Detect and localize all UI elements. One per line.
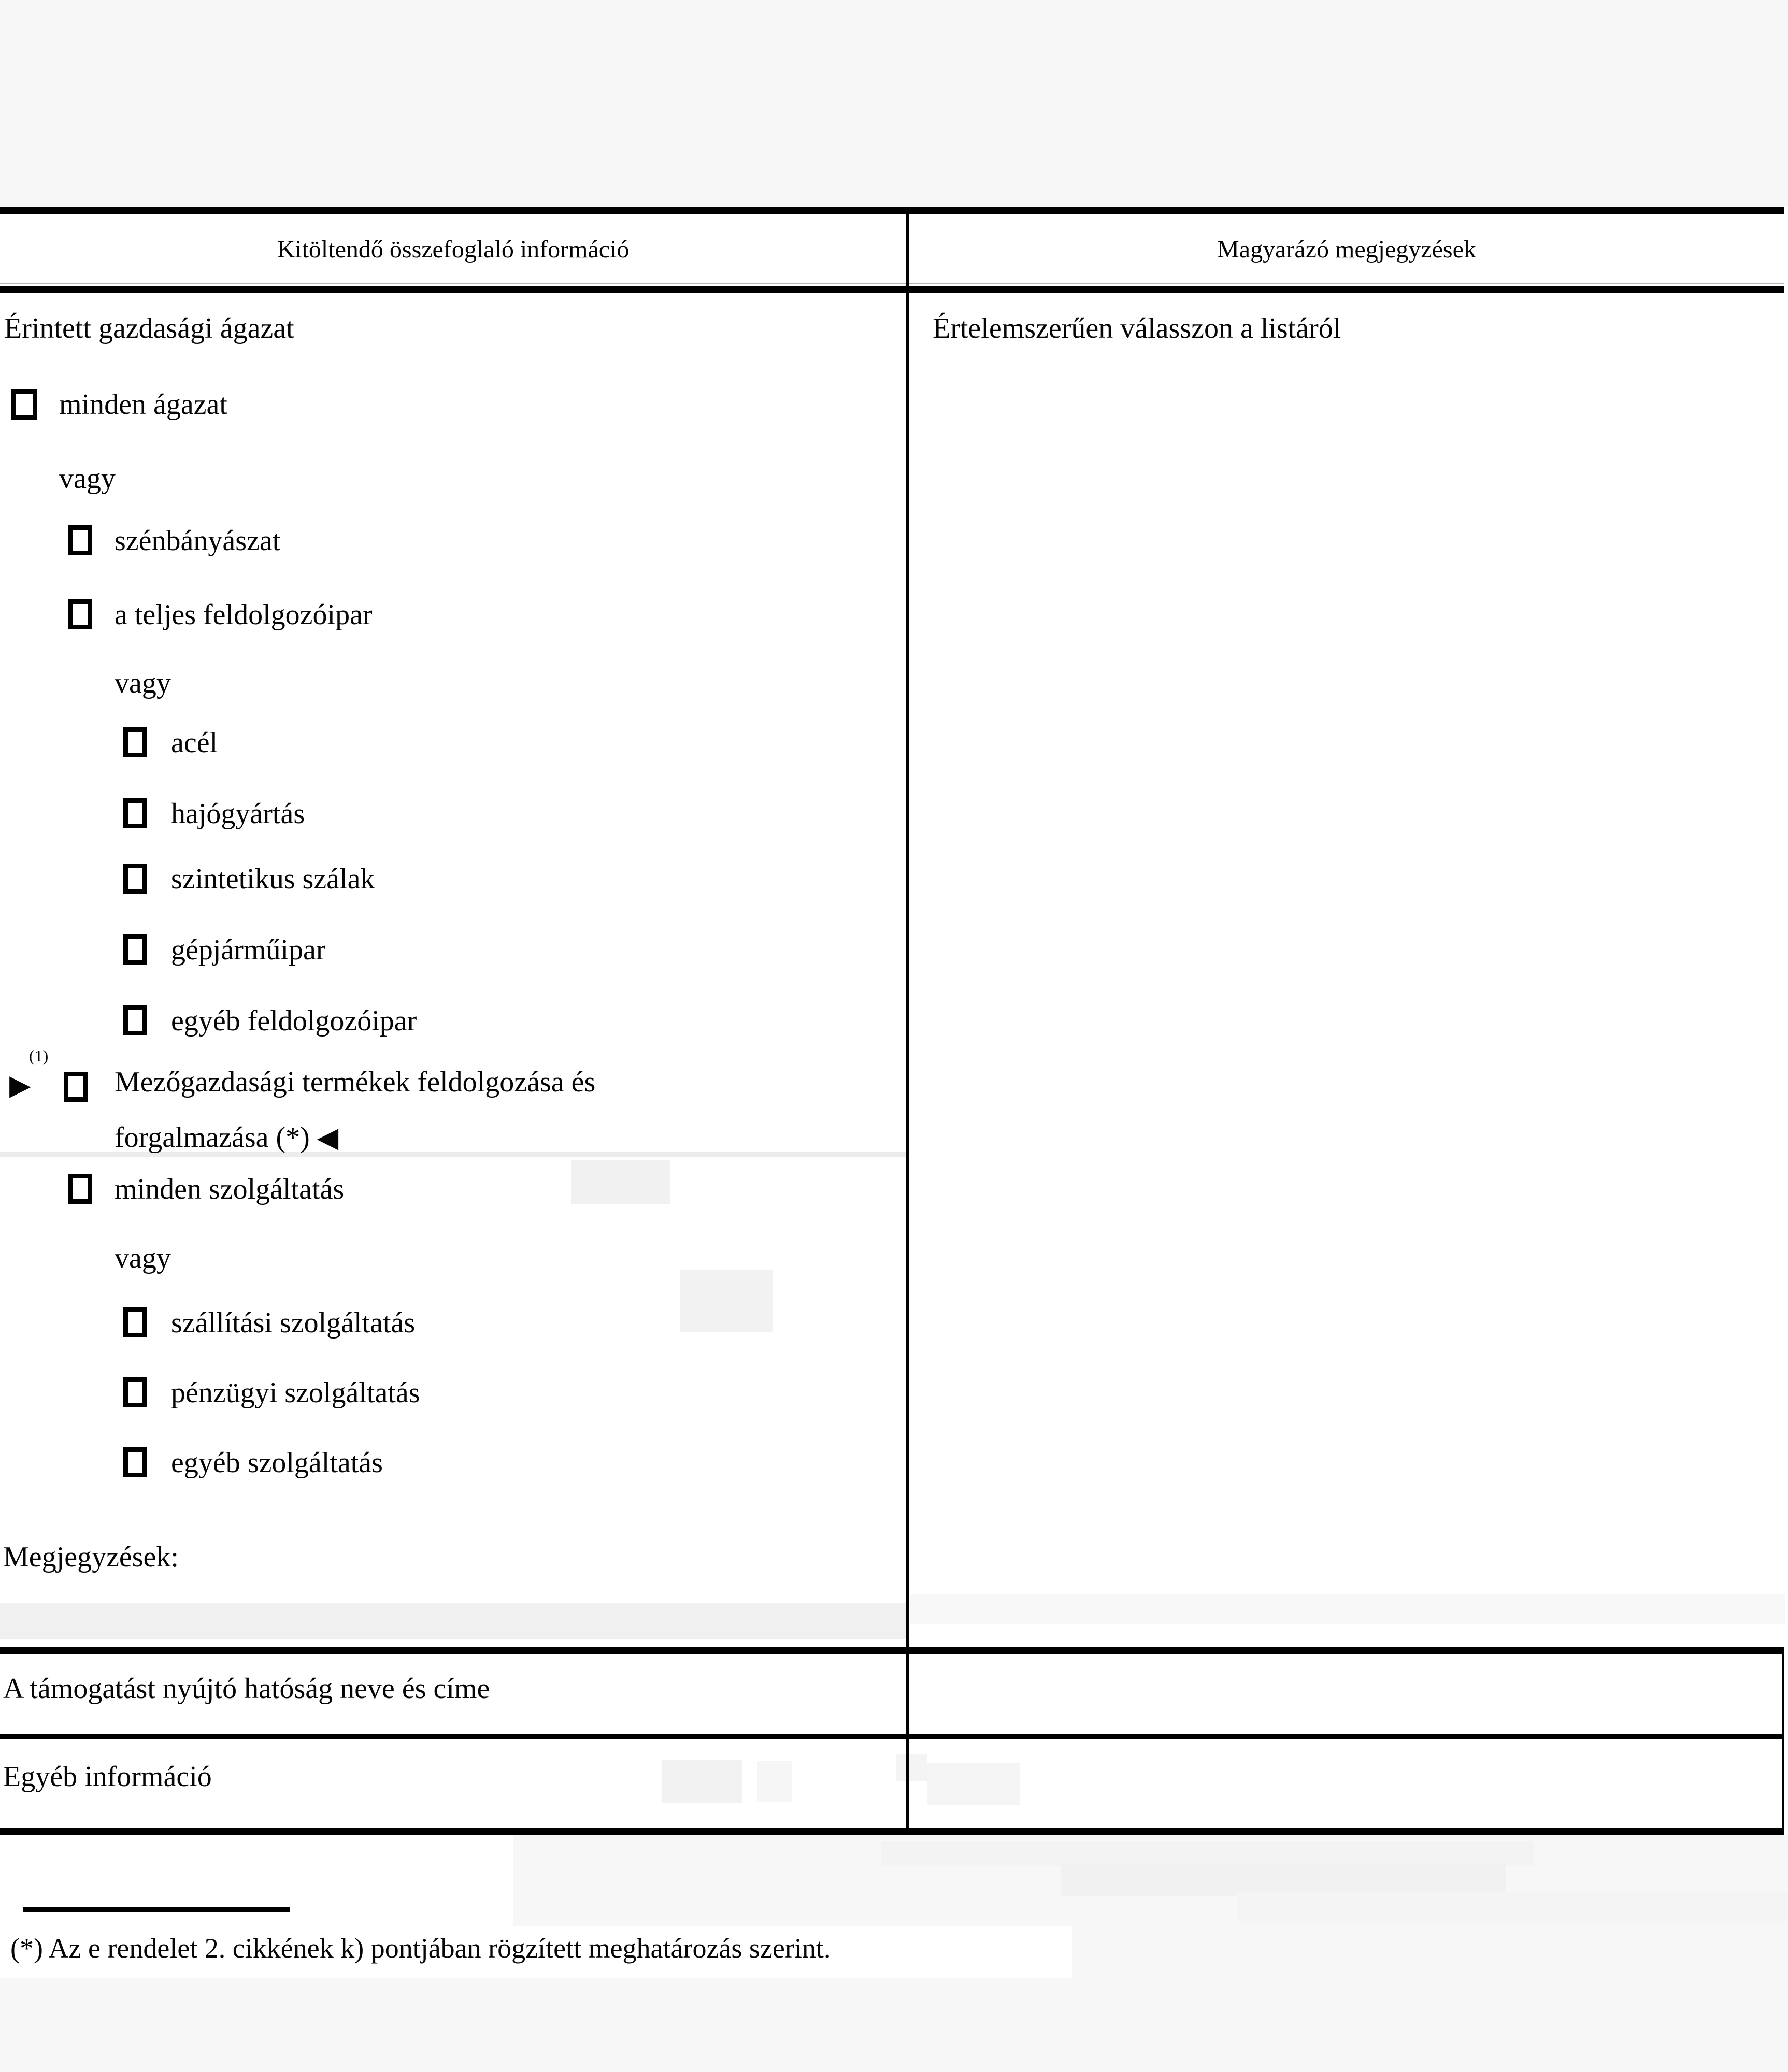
checkbox-row <box>0 725 908 767</box>
column-header-left: Kitöltendő összefoglaló információ <box>277 236 630 263</box>
label-gepjarmuipar: gépjárműipar <box>171 934 326 966</box>
checkbox-mezogazdasagi-termekek[interactable] <box>64 1072 88 1102</box>
sector-row-label: Érintett gazdasági ágazat <box>4 312 294 344</box>
scan-artifact <box>0 1603 907 1639</box>
checkbox-szallitasi-szolgaltatas[interactable] <box>123 1307 147 1337</box>
checkbox-szintetikus-szalak[interactable] <box>123 864 147 894</box>
or-row <box>0 666 908 707</box>
checkbox-minden-agazat[interactable] <box>11 389 37 420</box>
footnote-ref-1: (1) <box>29 1046 49 1065</box>
label-teljes-feldolgozoipar: a teljes feldolgozóipar <box>115 599 373 631</box>
header-separator <box>0 286 1784 293</box>
label-acel: acél <box>171 727 218 759</box>
or-connector: vagy <box>59 463 116 495</box>
table-border-top <box>0 207 1784 214</box>
label-mezogazdasagi-line2-text: forgalmazása (*) <box>115 1121 310 1154</box>
or-row <box>0 461 908 502</box>
checkbox-row <box>0 597 908 639</box>
or-row <box>0 1241 908 1282</box>
label-szallitasi-szolgaltatas: szállítási szolgáltatás <box>171 1307 416 1339</box>
label-minden-agazat: minden ágazat <box>59 388 227 421</box>
label-minden-szolgaltatas: minden szolgáltatás <box>115 1173 345 1205</box>
label-hajogyartas: hajógyártás <box>171 798 305 830</box>
label-szintetikus-szalak: szintetikus szálak <box>171 863 375 895</box>
footnote-rule <box>23 1907 290 1912</box>
footnote-text: (*) Az e rendelet 2. cikkének k) pontjában rögzített meghatározás szerint. <box>10 1933 831 1964</box>
scan-artifact <box>662 1760 742 1803</box>
table-border-right <box>1782 1647 1784 1833</box>
scan-artifact <box>1061 1864 1506 1896</box>
label-mezogazdasagi-line1: Mezőgazdasági termékek feldolgozása és <box>115 1066 596 1098</box>
checkbox-penzugyi-szolgaltatas[interactable] <box>123 1377 147 1407</box>
row-separator-authority <box>0 1647 1784 1654</box>
header-separator-thin <box>0 283 1784 284</box>
scan-artifact <box>927 1763 1020 1805</box>
amendment-close-marker-icon: ◀ <box>317 1121 339 1154</box>
scan-artifact <box>1237 1892 1788 1921</box>
checkbox-row <box>0 861 908 903</box>
scan-artifact <box>896 1754 927 1781</box>
page-top-margin <box>0 0 1788 207</box>
checkbox-minden-szolgaltatas[interactable] <box>68 1174 92 1204</box>
label-egyeb-feldolgozoipar: egyéb feldolgozóipar <box>171 1005 417 1037</box>
scan-artifact <box>757 1761 792 1802</box>
checkbox-teljes-feldolgozoipar[interactable] <box>68 599 92 629</box>
checkbox-row <box>0 932 908 974</box>
checkbox-egyeb-szolgaltatas[interactable] <box>123 1447 147 1477</box>
label-szenbanyaszat: szénbányászat <box>115 525 281 557</box>
scan-artifact <box>910 1594 1785 1624</box>
checkbox-acel[interactable] <box>123 727 147 757</box>
label-egyeb-szolgaltatas: egyéb szolgáltatás <box>171 1447 383 1479</box>
checkbox-row <box>0 1305 908 1347</box>
checkbox-row <box>0 1445 908 1487</box>
checkbox-egyeb-feldolgozoipar[interactable] <box>123 1005 147 1035</box>
sector-row-note: Értelemszerűen válasszon a listáról <box>933 312 1341 344</box>
checkbox-row <box>0 1172 908 1213</box>
checkbox-szenbanyaszat[interactable] <box>68 525 92 555</box>
amendment-open-marker-icon: ▶ <box>9 1069 31 1101</box>
checkbox-gepjarmuipar[interactable] <box>123 934 147 965</box>
checkbox-row <box>0 1375 908 1417</box>
checkbox-row <box>0 1003 908 1045</box>
authority-row-label: A támogatást nyújtó hatóság neve és címe <box>3 1673 490 1705</box>
scan-artifact <box>0 1835 513 1939</box>
checkbox-row <box>0 796 908 838</box>
table-border-bottom <box>0 1828 1784 1835</box>
row-separator-other-info <box>0 1734 1784 1739</box>
checkbox-row-agricultural <box>0 1046 908 1168</box>
or-connector: vagy <box>115 1242 171 1274</box>
label-penzugyi-szolgaltatas: pénzügyi szolgáltatás <box>171 1377 420 1409</box>
label-mezogazdasagi-line2 <box>115 1120 338 1155</box>
other-info-row-label: Egyéb információ <box>3 1761 212 1793</box>
checkbox-row <box>0 387 908 428</box>
scan-artifact <box>881 1841 1534 1866</box>
comments-label: Megjegyzések: <box>3 1541 179 1573</box>
column-header-right: Magyarázó megjegyzések <box>1217 236 1476 263</box>
checkbox-hajogyartas[interactable] <box>123 798 147 828</box>
checkbox-row <box>0 523 908 565</box>
or-connector: vagy <box>115 667 171 699</box>
